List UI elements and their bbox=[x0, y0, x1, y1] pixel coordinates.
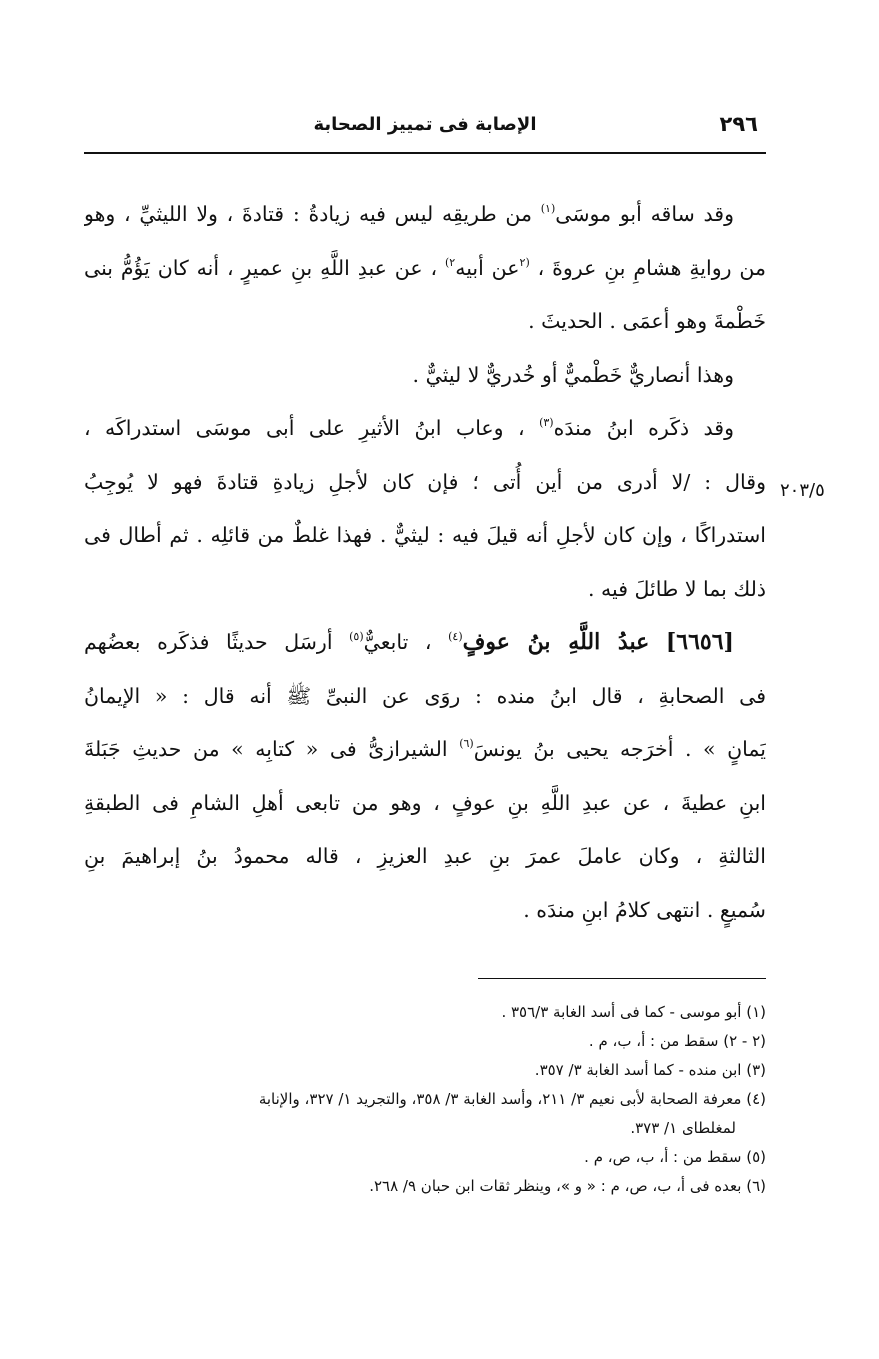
footnote: (٢ - ٢) سقط من : أ، ب، م . bbox=[588, 1032, 766, 1050]
footnote: (٥) سقط من : أ، ب، ص، م . bbox=[584, 1148, 766, 1166]
text-line: ابنِ عطيةَ ، عن عبدِ اللَّهِ بنِ عوفٍ ، وهو من تابعى أهلِ الشامِ فى الطبقةِ bbox=[84, 790, 766, 815]
entry-name: عبدُ اللَّهِ بنُ عوفٍ bbox=[462, 629, 650, 655]
page-number: ٢٩٦ bbox=[719, 112, 758, 136]
footnote-continuation: لمغلطاى ١/ ٣٧٣. bbox=[630, 1119, 736, 1137]
footnote-rule bbox=[478, 978, 766, 979]
text-line: وقد ساقه أبو موسَى$^{(١)}$ من طريقِه ليس فيه زيادةُ : قتادةَ ، ولا الليثيِّ ، وهو bbox=[84, 202, 734, 226]
footnote-ref: (٤) bbox=[448, 630, 463, 643]
text-line: استدراكًا ، وإن كان لأجلِ أنه قيلَ فيه : ليثيٌّ . فهذا غلطٌ من قائلِه . ثم أطال فى bbox=[84, 523, 766, 547]
text-line: وقال : /لا أدرى من أين أُتى ؛ فإن كان لأجلِ زيادةِ قتادةَ فهو لا يُوجِبُ bbox=[84, 469, 766, 494]
footnotes bbox=[84, 998, 766, 1201]
footnote-ref: (٦) bbox=[459, 737, 474, 750]
running-title: الإصابة فى تمييز الصحابة bbox=[313, 114, 537, 135]
text-line: الثالثةِ ، وكان عاملَ عمرَ بنِ عبدِ العزيزِ ، قاله محمودُ بنُ إبراهيمَ بنِ bbox=[84, 844, 766, 868]
text-line: وقد ذكَره ابنُ مندَه$^{(٣)}$ ، وعاب ابنُ الأثيرِ على أبى موسَى استدراكَه ، bbox=[84, 416, 734, 440]
footnote: (١) أبو موسى - كما فى أسد الغابة ٣٥٦/٣ . bbox=[501, 1003, 766, 1021]
footnote-ref: (٥) bbox=[349, 630, 364, 643]
text-line: ذلك بما لا طائلَ فيه . bbox=[587, 576, 766, 601]
footnote-ref: ٢) bbox=[445, 255, 456, 269]
footnote: (٣) ابن منده - كما أسد الغابة ٣/ ٣٥٧. bbox=[534, 1061, 766, 1079]
text-line: فى الصحابةِ ، قال ابنُ منده : روَى عن النبىِّ ﷺ أنه قال : « الإيمانُ bbox=[84, 683, 766, 708]
footnote-ref: (٢ bbox=[519, 255, 530, 269]
main-text bbox=[84, 188, 766, 937]
page-header bbox=[84, 104, 766, 144]
text-line: خَطْمةَ وهو أعمَى . الحديثَ . bbox=[528, 309, 766, 333]
header-rule bbox=[84, 152, 766, 154]
text-line: وهذا أنصاريٌّ خَطْميٌّ أو خُدريٌّ لا ليثيٌّ . bbox=[412, 362, 734, 387]
footnote: (٦) بعده فى أ، ب، ص، م : « و »، وينظر ثقات ابن حبان ٩/ ٢٦٨. bbox=[369, 1177, 766, 1195]
footnote: (٤) معرفة الصحابة لأبى نعيم ٣/ ٢١١، وأسد الغابة ٣/ ٣٥٨، والتجريد ١/ ٣٢٧، والإنابة bbox=[258, 1090, 766, 1108]
text-line: سُميعٍ . انتهى كلامُ ابنِ مندَه . bbox=[523, 897, 766, 922]
text-line: يَمانٍ » . أخرَجه يحيى بنُ يونسَ$^{(٦)}$ الشيرازىُّ فى « كتابِه » من حديثِ جَبَلةَ bbox=[84, 737, 766, 761]
margin-reference: ٢٠٣/٥ bbox=[780, 480, 825, 501]
footnote-ref: (١) bbox=[540, 202, 556, 215]
text-line: [٦٦٥٦] عبدُ اللَّهِ بنُ عوفٍ$^{(٤)}$ ، تابعيٌّ$^{(٥)}$ أرسَل حديثًا فذكَره بعضُهم bbox=[84, 629, 734, 655]
footnote-ref: (٣) bbox=[539, 416, 554, 429]
text-line: من روايةِ هشامِ بنِ عروةَ ، $^{(٢}$عن أبيه$^{٢)}$ ، عن عبدِ اللَّهِ بنِ عميرٍ ، أنه كان يَؤُمُّ بنى bbox=[84, 255, 766, 280]
entry-number: [٦٦٥٦] bbox=[665, 629, 734, 655]
